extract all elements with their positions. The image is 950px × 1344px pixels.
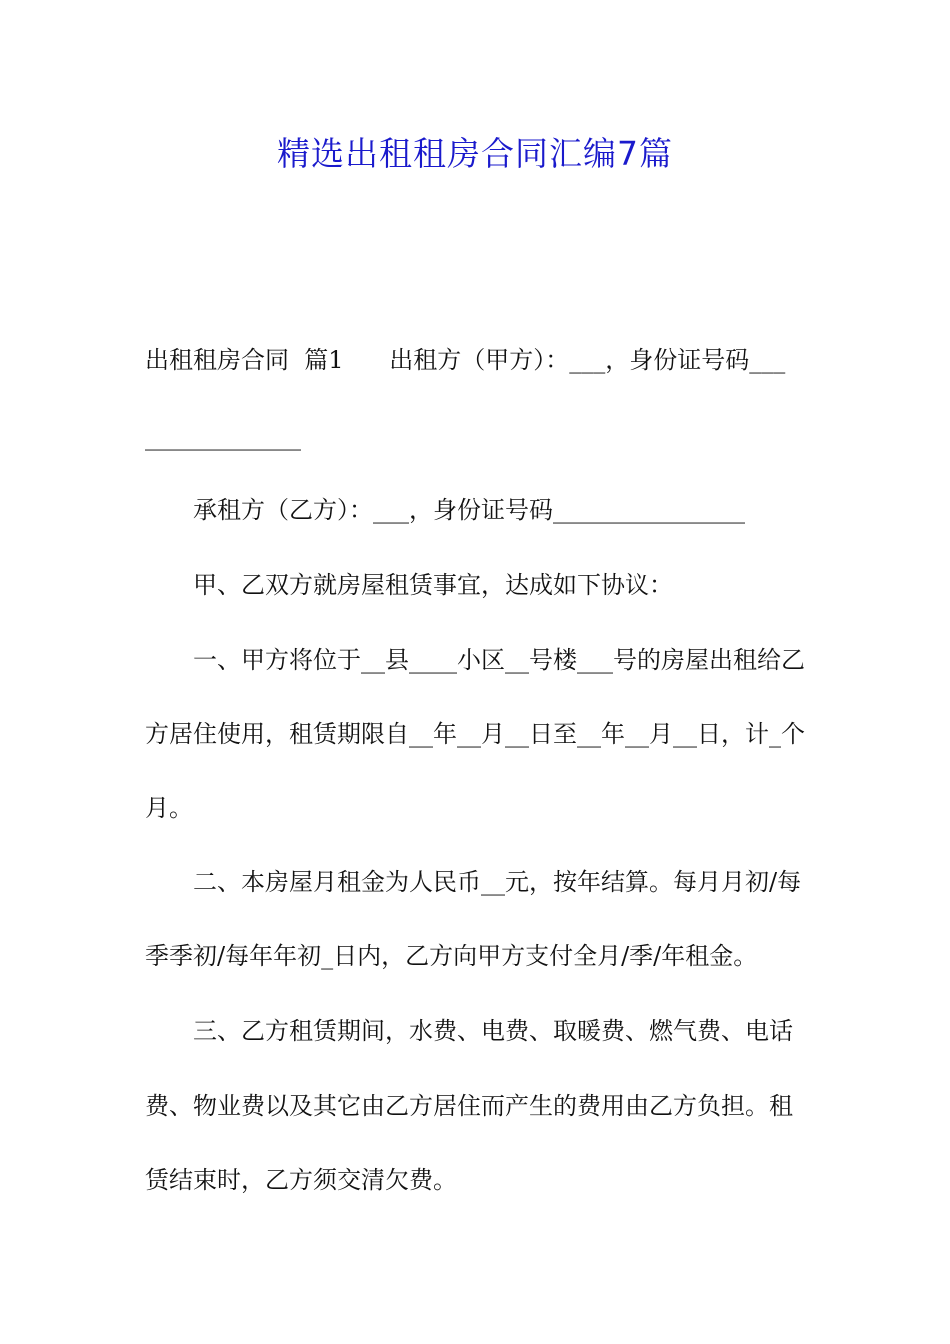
text-line-id-blank: _____________	[145, 423, 301, 451]
text-line-clause-3a: 三、乙方租赁期间，水费、电费、取暖费、燃气费、电话	[193, 1017, 793, 1045]
text-line-clause-3b: 费、物业费以及其它由乙方居住而产生的费用由乙方负担。租	[145, 1092, 793, 1120]
text-line-clause-2b: 季季初/每年年初_日内，乙方向甲方支付全月/季/年租金。	[145, 942, 758, 970]
text-line-clause-2a: 二、本房屋月租金为人民币__元，按年结算。每月月初/每	[193, 868, 802, 896]
text-line-header: 出租租房合同 篇1 出租方（甲方）：___，身份证号码___	[145, 346, 786, 374]
text-line-clause-1b: 方居住使用，租赁期限自__年__月__日至__年__月__日，计_个	[145, 720, 805, 748]
text-line-clause-1c: 月。	[145, 794, 193, 822]
text-line-clause-3c: 赁结束时，乙方须交清欠费。	[145, 1166, 457, 1194]
text-line-clause-1a: 一、甲方将位于__县____小区__号楼___号的房屋出租给乙	[193, 646, 805, 674]
text-line-tenant: 承租方（乙方）：___，身份证号码________________	[193, 496, 745, 524]
text-line-agreement: 甲、乙双方就房屋租赁事宜，达成如下协议：	[193, 571, 673, 599]
document-title: 精选出租租房合同汇编7篇	[277, 134, 673, 173]
